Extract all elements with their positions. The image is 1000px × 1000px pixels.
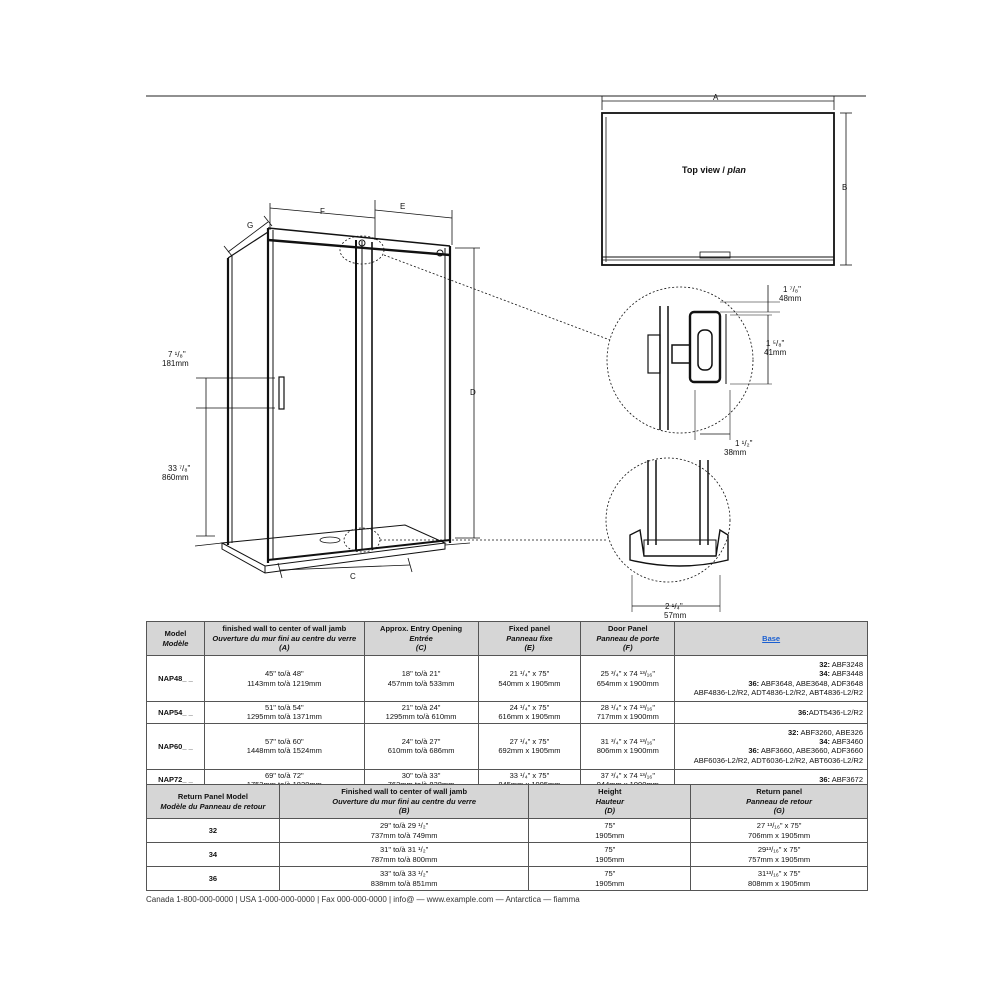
cell-line-imperial: 28 ¹/₄" x 74 ¹³/₁₆" (600, 703, 655, 712)
cell-line-metric: 717mm x 1900mm (596, 712, 659, 722)
height-in-label: 33 ⁷/₈" (168, 464, 191, 473)
base-models: ABF3260, ABE326 (798, 727, 863, 737)
dim-b-cell (279, 843, 529, 867)
cell-line-metric: 706mm x 1905mm (748, 830, 811, 840)
detail-48-mm: 48mm (779, 294, 802, 303)
table-row (147, 723, 868, 769)
table-header-row (147, 785, 868, 819)
cell-line-imperial: 33" to/à 33 ¹/₂" (380, 869, 429, 879)
dim-c-cell (364, 702, 478, 724)
base-size: 32: (819, 659, 831, 669)
cell-line-metric: 737mm to/à 749mm (370, 830, 438, 840)
cell-line-metric: 1905mm (595, 830, 625, 840)
base-line (677, 746, 863, 755)
base-models: ABF3660, ABE3660, ADF3660 (759, 746, 863, 756)
cell-line-imperial: 25 ³/₄" x 74 ¹³/₁₆" (600, 669, 655, 679)
header-base (675, 622, 868, 656)
base-models: ABF3672 (830, 775, 863, 785)
detail-41-in: 1 ⁵/₈" (766, 339, 785, 348)
header-b: Finished wall to center of wall jamb Ouverture du mur fini au centre du verre (B) (279, 785, 529, 819)
handle-mm-label: 181mm (162, 359, 189, 368)
base-size: 36: (748, 746, 760, 756)
cell-line-metric: 806mm x 1900mm (596, 746, 659, 756)
base-models: ABF3648, ABE3648, ADF3648 (759, 678, 863, 688)
cell-line-imperial: 24" to/à 27" (401, 736, 441, 746)
dim-d-cell (529, 843, 691, 867)
dim-f-label: F (320, 207, 325, 216)
footer-text: Canada 1-800-000-0000 | USA 1-000-000-0000 | Fax 000-000-0000 | info@ — www.example.com — Antarctica — fiamma (146, 895, 580, 904)
base-models: ADT5436-L2/R2 (808, 707, 863, 717)
dim-d-label: D (470, 388, 476, 397)
base-size: 32: (787, 727, 799, 737)
height-mm-label: 860mm (162, 473, 189, 482)
cell-line-metric: 838mm to/à 851mm (370, 878, 438, 888)
cell-line-imperial: 31" to/à 31 ¹/₂" (380, 845, 429, 855)
base-line (677, 756, 863, 765)
model-cell: NAP48_ _ (147, 656, 205, 702)
cell-line-metric: 540mm x 1905mm (498, 678, 561, 688)
cell-line-imperial: 24 ¹/₄" x 75" (509, 703, 550, 712)
base-size: 36: (748, 678, 760, 688)
dim-g-label: G (247, 221, 254, 230)
cell-line-metric: 757mm x 1905mm (748, 854, 811, 864)
base-line (677, 660, 863, 669)
detail-38-in: 1 ¹/₂" (735, 439, 753, 448)
cell-line-imperial: 21" to/à 24" (401, 703, 441, 712)
cell-line-metric: 616mm x 1905mm (498, 712, 561, 722)
dim-g-cell (691, 843, 868, 867)
base-link[interactable]: Base (762, 633, 781, 643)
dimension-d (455, 248, 480, 538)
cell-line-imperial: 37 ³/₄" x 74 ¹³/₁₆" (600, 770, 655, 780)
cell-line-imperial: 21 ¹/₄" x 75" (509, 669, 550, 679)
cell-line-metric: 1295mm to/à 1371mm (246, 712, 322, 722)
shower-3d-view (195, 228, 610, 573)
detail-bottom-guide (606, 458, 730, 612)
dim-c-cell (364, 723, 478, 769)
dim-e-cell (478, 723, 581, 769)
cell-line-metric: 1448mm to/à 1524mm (246, 746, 322, 756)
return-model-cell: 36 (147, 867, 280, 891)
base-models: ABF4836-L2/R2, ADT4836-L2/R2, ABT4836-L2/R2 (693, 687, 863, 697)
dim-b-label: B (842, 183, 848, 192)
base-size: 36: (819, 775, 831, 785)
base-line (677, 708, 863, 717)
dim-g-cell (691, 867, 868, 891)
dim-e-label: E (400, 202, 406, 211)
dim-a-label: A (713, 93, 719, 102)
cell-line-imperial: 45" to/à 48" (264, 669, 304, 679)
base-line (677, 728, 863, 737)
cell-line-imperial: 75" (604, 821, 616, 831)
header-c: Approx. Entry Opening Entrée (C) (364, 622, 478, 656)
header-a: finished wall to center of wall jamb Ouverture du mur fini au centre du verre (A) (204, 622, 364, 656)
table-row (147, 843, 868, 867)
model-cell: NAP60_ _ (147, 723, 205, 769)
cell-line-imperial: 31¹³/₁₆" x 75" (757, 869, 801, 879)
dim-d-cell (529, 819, 691, 843)
detail-57-in: 2 ¹/₄" (665, 602, 683, 611)
cell-line-metric: 1295mm to/à 610mm (385, 712, 457, 722)
header-f: Door Panel Panneau de porte (F) (581, 622, 675, 656)
cell-line-metric: 1905mm (595, 854, 625, 864)
dim-f-cell (581, 656, 675, 702)
table-row (147, 702, 868, 724)
top-view-label: Top view / plan (682, 165, 746, 175)
base-line (677, 679, 863, 688)
dim-f-cell (581, 723, 675, 769)
cell-line-metric: 1905mm (595, 878, 625, 888)
cell-line-imperial: 29" to/à 29 ¹/₂" (380, 821, 429, 831)
dim-e-cell (478, 656, 581, 702)
return-model-cell: 34 (147, 843, 280, 867)
dim-b-cell (279, 819, 529, 843)
cell-line-imperial: 29¹³/₁₆" x 75" (757, 845, 801, 855)
cell-line-imperial: 27 ¹³/₁₆" x 75" (756, 821, 802, 831)
dim-f-cell (581, 702, 675, 724)
base-models: ABF3460 (830, 736, 863, 746)
cell-line-metric: 457mm to/à 533mm (387, 678, 455, 688)
cell-line-imperial: 30" to/à 33" (401, 770, 441, 780)
return-panel-table (146, 784, 868, 891)
base-models: ABF6036-L2/R2, ADT6036-L2/R2, ABT6036-L2/R2 (693, 755, 863, 765)
dim-c-label: C (350, 572, 356, 581)
base-cell (675, 723, 868, 769)
cell-line-imperial: 75" (604, 869, 616, 879)
base-size: 34: (819, 669, 831, 679)
page-footer (146, 895, 868, 910)
detail-48-in: 1 ⁷/₈" (783, 285, 801, 294)
dim-c-cell (364, 656, 478, 702)
dim-e-cell (478, 702, 581, 724)
header-model: Model Modèle (147, 622, 205, 656)
return-model-cell: 32 (147, 819, 280, 843)
dim-g-cell (691, 819, 868, 843)
handle-in-label: 7 ¹/₈" (168, 350, 186, 359)
base-cell (675, 702, 868, 724)
top-view-plan (602, 96, 852, 265)
cell-line-imperial: 75" (604, 845, 616, 855)
detail-38-mm: 38mm (724, 448, 747, 457)
header-d: Height Hauteur (D) (529, 785, 691, 819)
table-row (147, 819, 868, 843)
table-row (147, 656, 868, 702)
cell-line-imperial: 31 ³/₄" x 74 ¹³/₁₆" (600, 736, 655, 746)
dim-b-cell (279, 867, 529, 891)
base-line (677, 669, 863, 678)
dim-d-cell (529, 867, 691, 891)
dim-a-cell (204, 723, 364, 769)
cell-line-imperial: 18" to/à 21" (401, 669, 441, 679)
base-size: 34: (819, 736, 831, 746)
cell-line-imperial: 57" to/à 60" (264, 736, 304, 746)
base-line (677, 737, 863, 746)
cell-line-metric: 808mm x 1905mm (748, 878, 811, 888)
header-return-model: Return Panel Model Modèle du Panneau de retour (147, 785, 280, 819)
cell-line-imperial: 27 ¹/₄" x 75" (509, 736, 550, 746)
base-cell (675, 656, 868, 702)
dim-a-cell (204, 656, 364, 702)
model-cell: NAP54_ _ (147, 702, 205, 724)
model-specs-table (146, 621, 868, 792)
cell-line-metric: 787mm to/à 800mm (370, 854, 438, 864)
detail-57-mm: 57mm (664, 611, 687, 620)
dimension-handle (196, 378, 275, 536)
cell-line-metric: 692mm x 1905mm (498, 746, 561, 756)
cell-line-metric: 654mm x 1900mm (596, 678, 659, 688)
base-line (677, 688, 863, 697)
base-models: ABF3248 (830, 659, 863, 669)
header-g: Return panel Panneau de retour (G) (691, 785, 868, 819)
model-cell: NAP72_ _ (147, 769, 205, 791)
base-models: ABF3448 (830, 669, 863, 679)
table-row (147, 867, 868, 891)
dim-a-cell (204, 702, 364, 724)
cell-line-imperial: 33 ¹/₄" x 75" (509, 770, 550, 780)
cell-line-imperial: 69" to/à 72" (264, 770, 304, 780)
base-size: 36: (797, 707, 809, 717)
cell-line-imperial: 51" to/à 54" (264, 703, 304, 712)
header-e: Fixed panel Panneau fixe (E) (478, 622, 581, 656)
table-header-row (147, 622, 868, 656)
detail-top-rail (607, 285, 780, 440)
cell-line-metric: 610mm to/à 686mm (387, 746, 455, 756)
detail-41-mm: 41mm (764, 348, 787, 357)
cell-line-metric: 1143mm to/à 1219mm (247, 678, 322, 688)
